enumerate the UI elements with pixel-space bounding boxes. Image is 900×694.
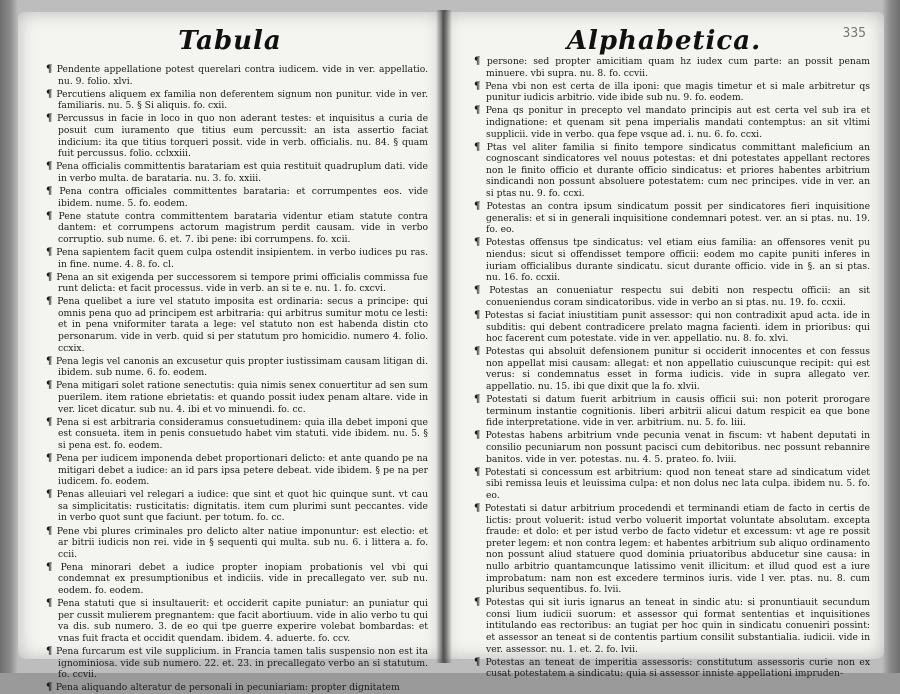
- index-entry-text: Pena aliquando alteratur de personali in pecuniariam: propter dignitatem: [55, 682, 400, 694]
- index-entry: [474, 346, 870, 392]
- paragraph-mark-icon: ¶: [46, 161, 57, 173]
- paragraph-mark-icon: ¶: [46, 113, 58, 125]
- paragraph-mark-icon: ¶: [46, 246, 57, 258]
- paragraph-mark-icon: ¶: [474, 105, 486, 117]
- paragraph-mark-icon: ¶: [474, 80, 486, 92]
- index-entry: [46, 453, 428, 488]
- index-entry: [474, 201, 870, 236]
- paragraph-mark-icon: ¶: [46, 355, 57, 367]
- index-entry: [46, 113, 428, 159]
- paragraph-mark-icon: ¶: [474, 309, 485, 321]
- index-entry-text: Pena qs ponitur in precepto vel mandato principis aut est certa vel sub ira et indignatione: et quenam sit pena imperialis mandati contemptus: an sit vltimi supplicii. vide in verbo. qua fepe vsque ad. i. nu. 6. fo. ccxi.: [485, 105, 871, 140]
- index-entry: [474, 142, 870, 200]
- paragraph-mark-icon: ¶: [46, 525, 57, 537]
- index-entry-text: Pena furcarum est vile supplicium. in Francia tamen talis suspensio non est ita ignominiosa. vide sub numero. 22. et. 23. in precallegato verbo an si statutum. fo. ccvii.: [56, 646, 428, 681]
- index-entry-text: Pena statuti que si insultauerit: et occiderit capite puniatur: an puniatur qui per cussit mulierem pregnantem: que facit abortiuum. vide in alio verbo tu qui va dis. sub numero. 3. de eo qui tpe guerre experire volebat bombardas: et vnas fuit fracta et occidit quendam. ibidem. 4. aduerte. fo. ccv.: [57, 598, 428, 644]
- index-entry: [46, 682, 428, 694]
- paragraph-mark-icon: ¶: [46, 561, 61, 573]
- index-entry-text: Pene vbi plures criminales pro delicto alter natiue imponuntur: est electio: et ar bitrii iudicis non rei. vide in § sequenti qui multa. sub nu. 6. i littera a. fo. ccii.: [56, 525, 428, 560]
- index-entry-text: Potestati si datur arbitrium procedendi et terminandi etiam de facto in certis de lictis: prout voluerit: istud verbo voluerit importat voluntate absolutam. excepta fraude: et dolo: et per istud verbo de facto videtur et excessum: vt age re possit preter legem: et non contra legem: et habentes arbitrium sub aliquo ordinamento non possunt aliud statuere quod dominia priuatoribus abducetur sine causa: in nullo arbitrio quantamcunque latissimo venit illicitum: et illud quod est a iure improbatum: nam non est excedere terminos iuris. vide l ver. ptas. nu. 8. cum pluribus sequentibus. fo. lvii.: [484, 502, 870, 596]
- index-entry-text: Potestas qui sit iuris ignarus an teneat in sindic atu: si pronuntiauit secundum consi lium iudicii suorum: et assessor qui format sententias et inquisitiones intitulando eas rectoribus: an tugiat per hoc quin in sindicatu conueniri possint: et assessor an teneat si de contentis partium consilit substantialia. iudicii. vide in ver. assessor. nu. 1. et. 2. fo. lvii.: [485, 597, 870, 655]
- paragraph-mark-icon: ¶: [474, 237, 486, 249]
- paragraph-mark-icon: ¶: [474, 141, 487, 153]
- index-entry-text: Pendente appellatione potest querelari contra iudicem. vide in ver. appellatio. nu. 9. folio. xlvi.: [56, 64, 429, 87]
- index-entry: [474, 56, 870, 79]
- paragraph-mark-icon: ¶: [46, 210, 59, 222]
- index-entry: [46, 380, 428, 415]
- right-page: [444, 12, 884, 680]
- paragraph-mark-icon: ¶: [474, 656, 486, 668]
- index-entry: [46, 598, 428, 644]
- paragraph-mark-icon: ¶: [46, 185, 60, 197]
- index-column: [474, 56, 871, 680]
- index-entry: [46, 646, 428, 681]
- index-entry: [474, 657, 870, 680]
- index-entry-text: Potestas habens arbitrium vnde pecunia venat in fiscum: vt habent deputati in consilio pecuniarum non possunt pacisci cum debitoribus. nec possunt rebannire banitos. vide in ver. potestas. nu. 4. 5. prateo. fo. lviii.: [485, 430, 871, 465]
- paragraph-mark-icon: ¶: [474, 201, 487, 213]
- paragraph-mark-icon: ¶: [474, 394, 487, 406]
- page-title: Tabula: [178, 26, 282, 56]
- paragraph-mark-icon: ¶: [46, 296, 58, 308]
- index-entry: [46, 211, 428, 246]
- index-entry: [46, 417, 428, 452]
- paragraph-mark-icon: ¶: [46, 646, 57, 657]
- index-entry-text: persone: sed propter amicitiam quam hz iudex cum parte: an possit penam minuere. vbi supra. nu. 8. fo. ccvii.: [486, 56, 871, 79]
- paragraph-mark-icon: ¶: [46, 380, 57, 392]
- index-entry-text: Potestas an contra ipsum sindicatum possit per sindicatores fieri inquisitione generalis: et si in generali inquisitione condemnari potest. ver. an si ptas. nu. 19. fo. eo.: [486, 201, 871, 236]
- index-entry: [46, 562, 428, 597]
- index-entry-text: Potestas si faciat iniustitiam punit assessor: qui non contradixit apud acta. ide in subditis: qui debent contradicere prelato magna facienti. idem in prioribus: qui hoc facerent cum potestate. vide in ver. appellatio. nu. 8. fo. xlvi.: [484, 309, 871, 345]
- index-entry-text: Pena per iudicem imponenda debet proportionari delicto: et ante quando pe na mitigari debet a iudice: an id pars ipsa petere debeat. vide ibidem. § pe na per iudicem. fo. eodem.: [56, 453, 428, 488]
- index-entry-text: Percutiens aliquem ex familia non deferentem signum non punitur. vide in ver. familiaris. nu. 5. § Si aliquis. fo. cxii.: [56, 88, 429, 112]
- index-entry-text: Pena si est arbitraria consideramus consuetudinem: quia illa debet imponi que est consueta. item in penis consuetudo habet vim statuti. vide ibidem. nu. 5. § si pena est. fo. eodem.: [56, 416, 428, 451]
- index-entry-text: Pena contra officiales committentes barataria: et corrumpentes eos. vide ibidem. nume. 5. fo. eodem.: [58, 185, 429, 209]
- index-entry: [474, 394, 870, 429]
- index-entry-text: Percussus in facie in loco in quo non aderant testes: et inquisitus a curia de posuit cum iuramento que titius eum percussit: an ista assertio faciat indicium: ita que titius torqueri possit. vide in verb. officialis. nu. 84. § quam fuit percussus. folio. cclxxiii.: [57, 113, 429, 160]
- paragraph-mark-icon: ¶: [474, 597, 486, 609]
- index-entry: [474, 430, 870, 465]
- paragraph-mark-icon: ¶: [46, 271, 57, 283]
- index-entry-text: Penas alleuiari vel relegari a iudice: que sint et quot hic quinque sunt. vt cau sa simplicitatis: rusticitatis: dignitatis. item cum plurimi sunt peccantes. vide in verbo quot sunt que faciunt. per totum. fo. cc.: [56, 489, 428, 524]
- index-entry: [474, 310, 870, 345]
- book-gutter: [436, 10, 452, 663]
- index-entry: [46, 186, 428, 209]
- paragraph-mark-icon: ¶: [474, 285, 490, 297]
- paragraph-mark-icon: ¶: [46, 682, 56, 694]
- index-entry: [46, 526, 428, 561]
- index-entry-text: Pena an sit exigenda per successorem si tempore primi officialis commissa fue runt delicta: et facit processus. vide in verb. an si te e. nu. 1. fo. cxcvi.: [56, 271, 429, 295]
- index-entry: [46, 489, 428, 524]
- paragraph-mark-icon: ¶: [474, 430, 486, 442]
- index-entry-text: Pena sapientem facit quem culpa ostendit insipientem. in verbo iudices pu ras. in fine. nume. 4. 8. fo. cl.: [56, 246, 428, 270]
- paragraph-mark-icon: ¶: [474, 56, 487, 67]
- paragraph-mark-icon: ¶: [46, 453, 57, 464]
- index-entry-text: Pena vbi non est certa de illa iponi: que magis timetur et si male arbitretur qs punitur iudicis arbitrio. vide ibide sub nu. 9. fo. eodem.: [485, 80, 870, 104]
- index-entry: [474, 81, 870, 104]
- index-entry-text: Potestas an teneat de imperitia assessoris: constitutum assessoris curie non ex cusat potestatem a sindicatu: quia si assessor inniste appellationi impruden-: [485, 656, 871, 680]
- index-column: [46, 64, 429, 694]
- paragraph-mark-icon: ¶: [46, 416, 57, 428]
- paragraph-mark-icon: ¶: [474, 346, 486, 358]
- index-entry-text: Pena legis vel canonis an excusetur quis propter iustissimam causam litigan di. ibidem. sub nume. 6. fo. eodem.: [56, 355, 429, 379]
- index-entry: [474, 285, 870, 308]
- index-entry-text: Ptas vel aliter familia si finito tempore sindicatus committant maleficium an cognoscant sindicatores vel nouus potestas: et dni potestates appellant rectores non le finito officio et durante officio sindicatus: et priores habentes arbitrium sindicandi non possunt absoluere potestatem: cum nec principes. vide in ver. an si ptas nu. 9. fo. ccxi.: [486, 141, 870, 200]
- left-page: [18, 12, 442, 694]
- paragraph-mark-icon: ¶: [474, 466, 485, 478]
- index-entry: [46, 272, 428, 295]
- index-entry-text: Pena mitigari solet ratione senectutis: quia nimis senex conuertitur ad sen sum puerilem. item ratione ebrietatis: et quando possit iudex penam altare. vide in ver. licet dicatur. sub nu. 4. ibi et vo minuendi. fo. cc.: [56, 380, 428, 415]
- index-entry: [46, 296, 428, 354]
- index-entry-text: Potestati si concessum est arbitrium: quod non teneat stare ad sindicatum videt sibi remissa leuis et leuissima culpa: et non dolus nec lata culpa. ibidem nu. 5. fo. eo.: [484, 466, 870, 501]
- index-entry: [474, 467, 870, 502]
- paragraph-mark-icon: ¶: [46, 489, 57, 501]
- paragraph-mark-icon: ¶: [474, 502, 485, 514]
- index-entry-text: Pena quelibet a iure vel statuto imposita est ordinaria: secus a principe: qui omnis pena quo ad principem est arbitraria: qui arbitrus sumitur motu ce lesti: et in pena vniformiter tarata a lege: vel statuto non est habenda distin cto personarum. vide in verb. quid si per statutum pro homicidio. numero 4. folio. ccxix.: [57, 296, 428, 354]
- page-title: Alphabetica.: [566, 26, 762, 56]
- index-entry: [474, 597, 870, 655]
- index-entry-text: Potestas offensus tpe sindicatus: vel etiam eius familia: an offensores venit pu niendus: sicut si offendisset tempore officii: eodem mo capite puniti inferes in iuriam officialibus durante sindicatu. sicut durante officio. vide in §. an si ptas. nu. 16. fo. ccxii.: [485, 237, 871, 284]
- index-entry: [46, 356, 428, 379]
- paragraph-mark-icon: ¶: [46, 88, 57, 100]
- index-entry-text: Pene statute contra committentem barataria videntur etiam statute contra dantem: et corrumpens actorum magistrum perdit causam. vide in verbo corruptio. sub nume. 6. et. 7. ibi pene: ibi corrumpens. fo. xcii.: [58, 210, 429, 245]
- index-entry: [474, 503, 870, 596]
- paragraph-mark-icon: ¶: [46, 598, 58, 610]
- index-entry: [474, 105, 870, 140]
- index-entry-text: Potestas an conueniatur respectu sui debiti non respectu officii: an sit conueniendus coram sindicatoribus. vide in verbo an si ptas. nu. 19. fo. ccxii.: [486, 285, 870, 308]
- index-entry: [474, 237, 870, 283]
- index-entry: [46, 89, 428, 112]
- folio-number: 335: [842, 26, 866, 41]
- index-entry-text: Potestati si datum fuerit arbitrium in causis officii sui: non poterit prorogare terminum instantie cognitionis. liberi arbitrii alicui datum respicit ea que bone fide interpretatione. vide in ver. arbitrium. nu. 5. fo. liii.: [486, 394, 871, 429]
- index-entry-text: Pena minorari debet a iudice propter inopiam probationis vel vbi qui condemnat ex presumptionibus et indiciis. vide in precallegato ver. sub nu. eodem. fo. eodem.: [58, 561, 429, 597]
- index-entry: [46, 64, 428, 87]
- index-entry-text: Potestas qui absoluit defensionem punitur si occiderit innocentes et con fessus non appellat misi causam: allegat: et non appellatio cuiuscunque recipit: qui est verus: si condemnatus esset in forma iudicis. vide in supra allegato ver. appellatio. nu. 15. ibi que dixit que la fo. xlvii.: [485, 346, 870, 393]
- index-entry-text: Pena officialis committentis baratariam est quia restituit quadruplum dati. vide in verbo multa. de barataria. nu. 3. fo. xxiii.: [56, 161, 428, 184]
- index-entry: [46, 247, 428, 270]
- index-entry: [46, 161, 428, 184]
- paragraph-mark-icon: ¶: [46, 64, 57, 75]
